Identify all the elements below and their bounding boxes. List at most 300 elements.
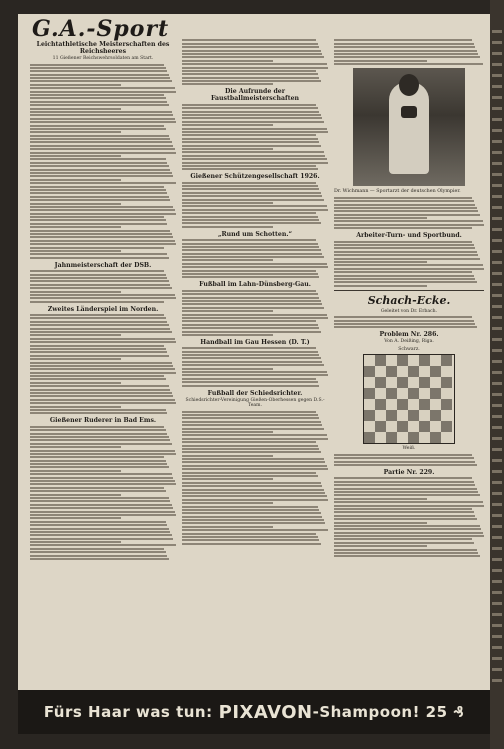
text-line [182,485,322,487]
chess-square [364,388,375,399]
text-line [182,455,273,457]
chess-square [397,399,408,410]
text-line [334,545,427,547]
chess-square [419,399,430,410]
text-line [334,264,483,266]
text-line [30,236,173,238]
article-text [334,39,484,65]
text-line [334,247,475,249]
text-line [334,244,474,246]
text-line [334,63,483,65]
text-line [492,481,502,484]
text-line [30,463,167,465]
article-text [182,239,328,278]
chess-square [375,410,386,421]
text-line [334,538,472,540]
text-line [182,67,328,69]
text-line [492,371,502,374]
text-line [30,500,170,502]
text-line [182,324,318,326]
chess-square [397,432,408,443]
text-line [334,555,480,557]
text-line [30,334,121,336]
text-line [334,39,472,41]
text-line [30,429,166,431]
text-line [334,323,475,325]
text-line [182,438,328,440]
chess-square [364,355,375,366]
text-line [182,431,273,433]
text-line [182,114,321,116]
text-line [30,125,164,127]
text-line [30,175,173,177]
chess-square [386,399,397,410]
pixavon-advertisement [18,690,490,734]
text-line [182,128,327,130]
text-line [334,60,427,62]
text-line [182,489,324,491]
text-line [30,172,172,174]
chess-square [441,399,452,410]
text-line [182,522,325,524]
text-line [182,253,322,255]
chess-square [375,388,386,399]
text-line [30,466,169,468]
text-line [182,314,327,316]
chess-square [364,421,375,432]
text-line [182,492,325,494]
text-line [334,56,480,58]
chess-square [419,410,430,421]
problem-author: Von A. Deißing, Riga. [384,339,434,345]
text-line [334,477,472,479]
text-line [492,360,502,363]
text-line [30,257,169,259]
text-line [492,63,502,66]
text-line [334,197,472,199]
text-line [182,43,318,45]
text-line [492,74,502,77]
article-text [182,104,328,170]
article-text [334,241,484,287]
chess-square [364,377,375,388]
text-line [30,348,166,350]
text-line [30,114,173,116]
chess-square [386,410,397,421]
text-line [492,327,502,330]
text-line [182,465,327,467]
chess-square [419,421,430,432]
text-line [334,281,477,283]
text-line [182,145,321,147]
chess-square [419,432,430,443]
chess-square [430,399,441,410]
text-line [334,224,484,226]
text-line [492,558,502,561]
text-line [30,365,173,367]
text-line [182,216,318,218]
text-line [492,668,502,671]
text-line [492,195,502,198]
text-line [30,223,167,225]
chess-square [408,421,419,432]
chess-square [419,366,430,377]
text-line [492,426,502,429]
text-line [30,77,170,79]
text-line [182,347,316,349]
text-line [30,389,170,391]
text-line [334,278,475,280]
text-line [492,30,502,33]
text-line [30,412,167,414]
text-line [30,287,172,289]
text-line [334,261,427,263]
text-line [30,392,172,394]
headline-handball: Handball im Gau Hessen (D. T.) [200,338,310,346]
ad-suffix: -Shampoon! 25 ₰ [312,703,465,721]
text-line [334,457,474,459]
article-text [30,270,176,303]
text-line [182,331,321,333]
text-line [30,94,164,96]
text-line [182,141,319,143]
text-line [30,219,166,221]
text-line [182,385,319,387]
text-line [30,331,172,333]
text-line [30,240,175,242]
text-line [30,165,169,167]
text-line [492,536,502,539]
text-line [182,80,321,82]
text-line [30,368,175,370]
chess-square [419,377,430,388]
text-line [30,399,175,401]
text-line [182,56,324,58]
chess-square [386,432,397,443]
eagle-emblem-icon [401,106,417,118]
text-line [334,491,478,493]
text-line [182,138,318,140]
chess-square [397,421,408,432]
article-text [182,411,328,545]
headline-reichsheer: Leichtathletische Meisterschaften des Reichsheeres [36,41,170,55]
text-line [182,354,319,356]
text-line [182,361,322,363]
text-line [182,117,322,119]
text-line [492,261,502,264]
text-line [30,131,121,133]
text-line [492,173,502,176]
text-line [30,338,175,340]
text-line [30,355,169,357]
text-line [334,227,472,229]
text-line [182,526,273,528]
text-line [30,378,166,380]
schach-editor: Geleitet von Dr. Erbach. [380,308,438,314]
text-line [334,326,477,328]
chess-square [386,355,397,366]
text-line [30,128,166,130]
text-line [30,284,170,286]
text-line [492,602,502,605]
text-line [30,104,169,106]
text-line [492,107,502,110]
text-line [30,473,172,475]
text-line [182,543,321,545]
article-text [334,454,484,466]
text-line [30,314,164,316]
text-line [492,569,502,572]
text-line [30,521,166,523]
text-line [30,362,172,364]
text-line [30,406,121,408]
text-line [492,140,502,143]
chess-square [375,399,386,410]
text-line [30,402,176,404]
text-line [30,341,176,343]
text-line [182,134,316,136]
text-line [30,328,170,330]
text-line [30,497,169,499]
text-line [334,549,477,551]
text-line [30,230,170,232]
chess-square [441,410,452,421]
newspaper-page [18,14,490,734]
article-text [30,426,176,560]
text-line [492,580,502,583]
chess-square [364,399,375,410]
text-line [30,179,121,181]
text-line [182,209,328,211]
text-line [334,53,478,55]
text-line [30,345,164,347]
text-line [182,529,328,531]
chess-square [430,410,441,421]
text-line [30,555,167,557]
text-line [30,182,176,184]
text-line [30,280,169,282]
text-line [334,464,477,466]
text-line [182,502,273,504]
text-line [182,155,325,157]
text-line [182,509,319,511]
text-line [182,461,325,463]
chess-square [441,388,452,399]
text-line [30,206,173,208]
text-line [30,494,121,496]
chess-square [430,421,441,432]
chess-square [397,410,408,421]
text-line [334,532,483,534]
text-line [334,525,480,527]
chess-square [408,410,419,421]
text-line [30,558,169,560]
text-line [30,321,167,323]
text-line [30,460,166,462]
text-line [30,277,167,279]
text-line [492,52,502,55]
text-line [182,448,319,450]
text-line [182,428,324,430]
text-line [492,503,502,506]
text-line [334,204,475,206]
text-line [30,118,175,120]
text-line [30,111,172,113]
text-line [182,421,321,423]
text-line [30,548,164,550]
text-line [30,301,164,303]
text-line [182,111,319,113]
headline-fussball-lahn: Fußball im Lahn-Dünsberg-Gau. [199,281,311,289]
text-line [334,505,484,507]
text-line [30,80,172,82]
text-line [182,239,316,241]
text-line [334,320,474,322]
article-text [182,347,328,386]
text-line [182,300,321,302]
text-line [30,135,169,137]
chess-square [375,421,386,432]
text-line [182,411,316,413]
text-line [182,357,321,359]
text-line [30,189,166,191]
text-line [30,436,169,438]
article-text [182,182,328,228]
text-line [30,141,172,143]
text-line [334,275,474,277]
text-line [30,483,176,485]
text-line [492,525,502,528]
text-line [182,192,321,194]
text-line [492,118,502,121]
text-line [334,501,483,503]
text-line [492,415,502,418]
text-line [30,101,167,103]
text-line [30,446,121,448]
text-line [182,158,327,160]
text-line [182,222,321,224]
text-line [334,46,475,48]
text-line [492,547,502,550]
text-line [182,374,328,376]
text-line [30,517,121,519]
text-line [182,243,318,245]
text-line [334,522,427,524]
photo-caption: Dr. Wichmann — Sportarzt der deutschen Olympier. [334,189,461,195]
text-line [30,84,121,86]
text-line [492,635,502,638]
text-line [334,528,481,530]
chess-board-grid [363,354,455,444]
text-line [334,535,484,537]
headline-schiedsrichter: Fußball der Schiedsrichter. [207,389,303,397]
text-line [492,239,502,242]
text-line [334,515,475,517]
text-line [30,91,176,93]
text-line [30,551,166,553]
ad-brand: PIXAVON [218,701,313,723]
text-line [182,266,328,268]
headline-arbeiter-sport: Arbeiter-Turn- und Sportbund. [356,232,462,240]
text-line [182,246,319,248]
text-line [334,454,472,456]
text-line [30,544,176,546]
text-line [30,395,173,397]
text-line [30,324,169,326]
text-line [182,475,318,477]
text-line [182,270,316,272]
text-line [30,243,176,245]
text-line [30,162,167,164]
board-label-black: Schwarz. [398,346,420,352]
text-line [492,393,502,396]
text-line [492,294,502,297]
text-line [30,121,176,123]
text-line [182,273,318,275]
text-line [492,646,502,649]
chess-square [441,355,452,366]
ad-prefix: Fürs Haar was tun: [43,703,213,721]
chess-square [419,388,430,399]
text-line [334,518,477,520]
chess-square [430,377,441,388]
text-line [30,158,166,160]
text-line [334,461,475,463]
text-line [30,209,175,211]
chess-square [364,432,375,443]
text-line [182,148,273,150]
text-line [30,372,176,374]
text-line [334,316,472,318]
text-line [182,512,321,514]
text-line [30,226,121,228]
text-line [30,511,175,513]
text-line [334,511,474,513]
text-line [30,199,170,201]
text-line [492,228,502,231]
article-text [182,39,328,85]
text-line [30,453,176,455]
text-line [30,97,166,99]
chess-square [397,366,408,377]
text-line [492,492,502,495]
text-line [182,499,328,501]
headline-laenderspiel: Zweites Länderspiel im Norden. [47,305,159,313]
text-line [30,108,121,110]
text-line [30,477,173,479]
text-line [492,437,502,440]
text-line [30,317,166,319]
chess-square [408,388,419,399]
text-line [334,285,427,287]
text-line [182,212,316,214]
text-line [334,268,484,270]
chess-square [375,355,386,366]
text-line [30,270,164,272]
text-line [182,371,327,373]
text-line [182,226,273,228]
text-line [30,531,170,533]
headline-schotten: „Rund um Schotten.“ [217,230,293,238]
headline-schuetzen: Gießener Schützengesellschaft 1926. [190,173,320,181]
text-line [182,165,316,167]
text-line [182,334,273,336]
text-line [30,64,164,66]
text-line [182,256,324,258]
chess-square [441,432,452,443]
text-line [30,439,170,441]
text-line [334,217,427,219]
